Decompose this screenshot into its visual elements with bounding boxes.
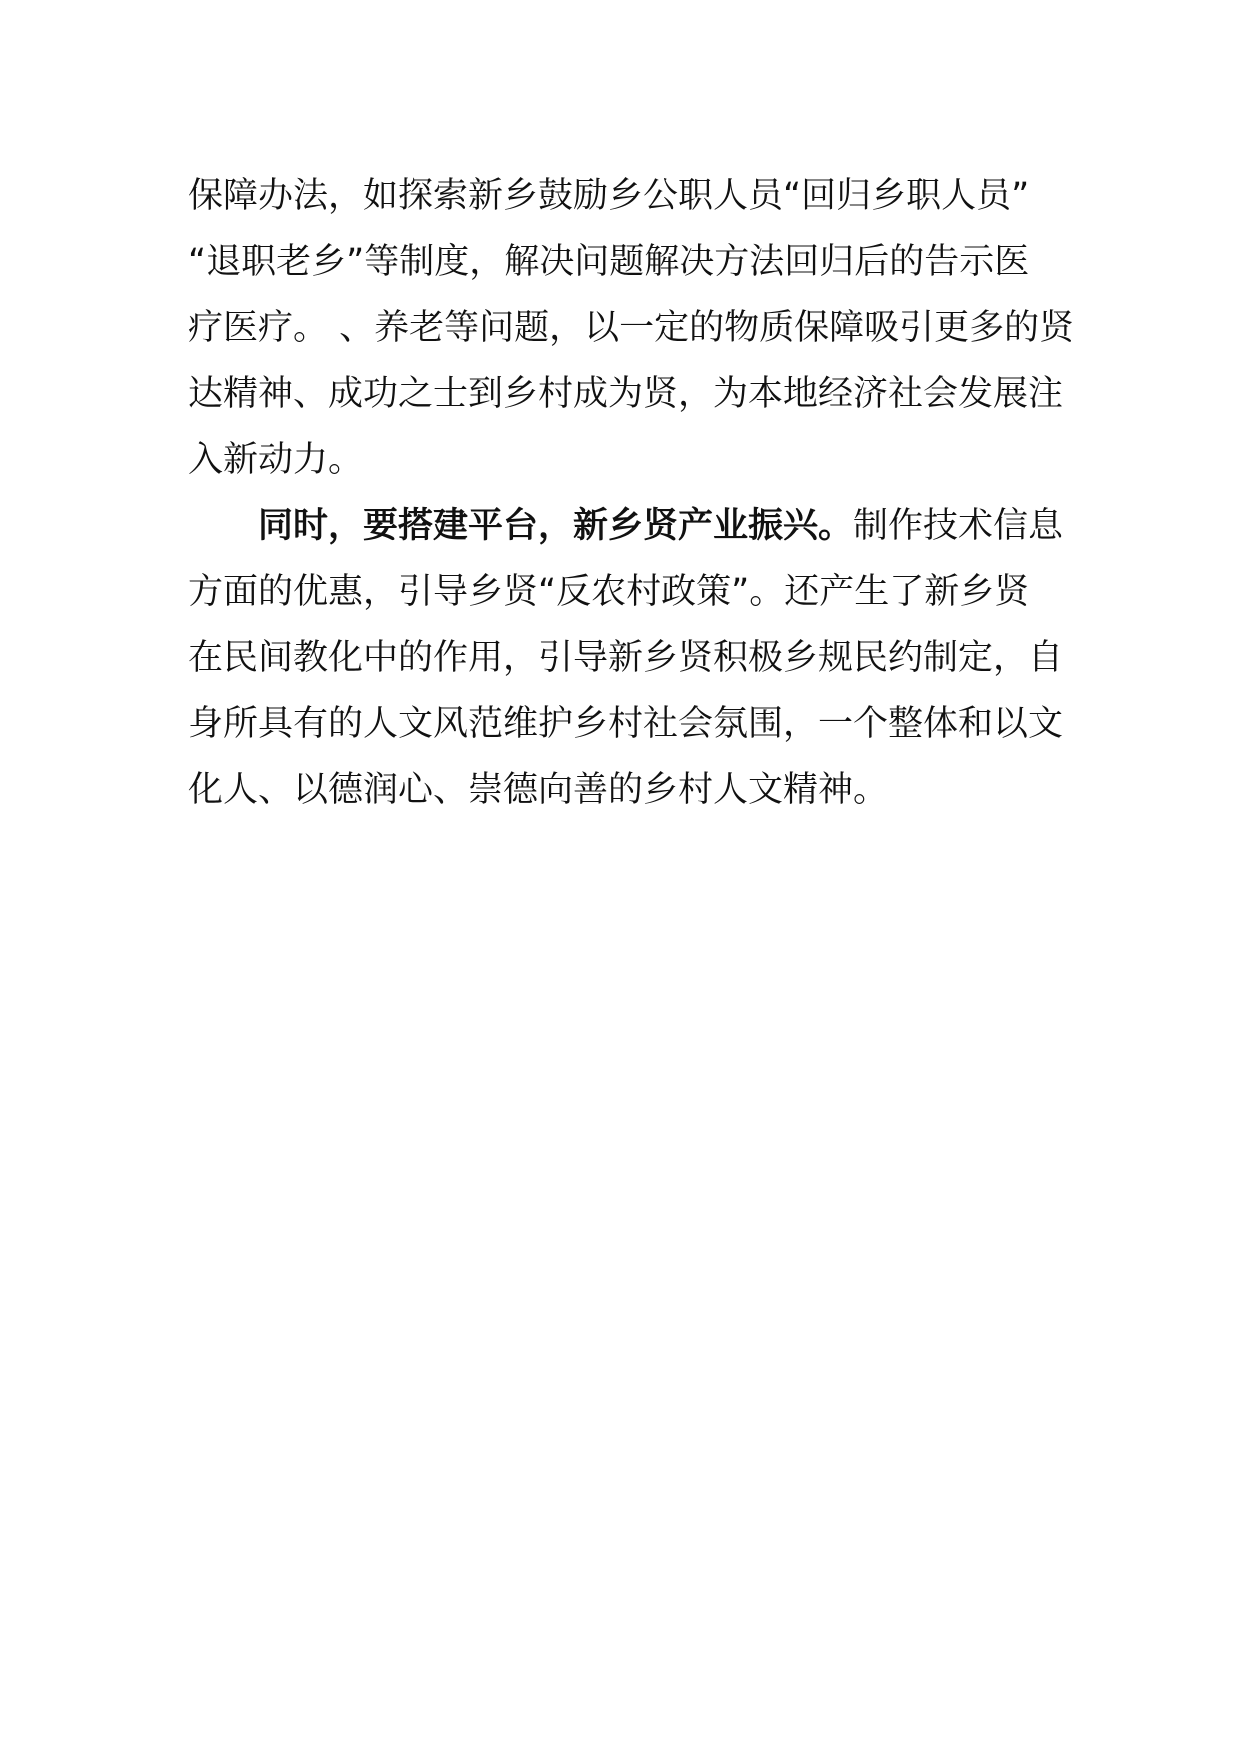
text-line: 在民间教化中的作用，引导新乡贤积极乡规民约制定，自 xyxy=(188,638,1064,678)
text-line: 化人、以德润心、崇德向善的乡村人文精神。 xyxy=(188,770,889,810)
paragraph-heading: 同时，要搭建平台，新乡贤产业振兴。 xyxy=(258,506,854,546)
text-line: 入新动力。 xyxy=(188,440,364,480)
text-line: 保障办法，如探索新乡鼓励乡公职人员“回归乡职人员” xyxy=(188,176,1030,216)
body-text xyxy=(188,163,1075,823)
paragraph-1 xyxy=(188,163,1075,493)
text-line: 身所具有的人文风范维护乡村社会氛围，一个整体和以文 xyxy=(188,704,1064,744)
text-line xyxy=(188,493,1068,559)
text-line: “退职老乡”等制度，解决问题解决方法回归后的告示医 xyxy=(188,242,1030,282)
text-line: 达精神、成功之士到乡村成为贤，为本地经济社会发展注 xyxy=(188,374,1064,414)
paragraph-2 xyxy=(188,493,1068,823)
paragraph-lead-text: 制作技术信息 xyxy=(853,506,1064,546)
text-line: 方面的优惠，引导乡贤“反农村政策”。还产生了新乡贤 xyxy=(188,572,1030,612)
text-line: 疗医疗。 、养老等问题，以一定的物质保障吸引更多的贤 xyxy=(188,308,1075,348)
